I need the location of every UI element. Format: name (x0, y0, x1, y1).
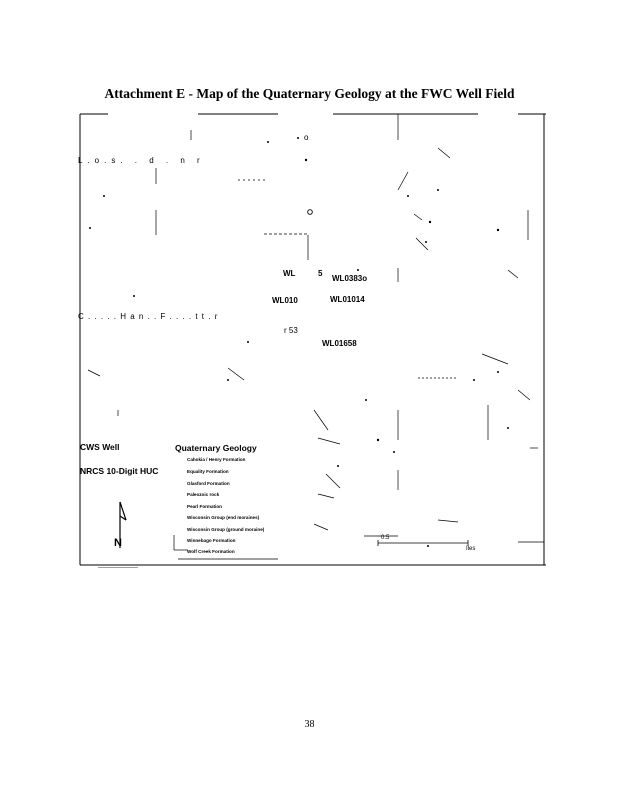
well-label: WL010 (272, 296, 298, 305)
legend-item: Wisconsin Group (end moraines) (187, 515, 260, 520)
legend-item: Wisconsin Group (ground moraine) (187, 527, 265, 532)
legend-item: Equality Formation (187, 469, 229, 474)
scale-bar (378, 540, 468, 546)
legend-item: Paleozoic rock (187, 492, 220, 497)
page-title: Attachment E - Map of the Quaternary Geology at the FWC Well Field (104, 86, 515, 101)
legend-item: Pearl Formation (187, 504, 222, 509)
page-number: 38 (304, 719, 315, 730)
map-linework (78, 110, 548, 568)
map-fragment-label: r 53 (284, 326, 298, 335)
well-label: WL (283, 269, 296, 278)
map-fragment-label: C . . . . . H a n . . F . . . . t t . r (78, 312, 219, 321)
legend-huc-heading: NRCS 10-Digit HUC (80, 466, 159, 476)
north-arrow-label: N (114, 537, 122, 549)
well-label: 5 (318, 269, 323, 278)
well-label: WL01014 (330, 295, 365, 304)
scale-unit-label: Iles (466, 546, 476, 552)
scale-tick-label: 0.5 (381, 535, 390, 541)
legend-geology-heading: Quaternary Geology (175, 443, 257, 453)
legend-well-heading: CWS Well (80, 442, 120, 452)
well-label: WL0383o (332, 274, 368, 283)
geology-map (78, 110, 548, 568)
map-fragment-label: o (304, 133, 309, 142)
legend-item: Glasford Formation (187, 481, 230, 486)
legend-item: Cahokia / Henry Formation (187, 457, 246, 462)
well-label: WL01658 (322, 339, 357, 348)
legend-item: Winnebago Formation (187, 538, 236, 543)
legend-item: Wolf Creek Formation (187, 549, 235, 554)
map-fragment-label: L.o.s. . d . n r (78, 156, 205, 165)
